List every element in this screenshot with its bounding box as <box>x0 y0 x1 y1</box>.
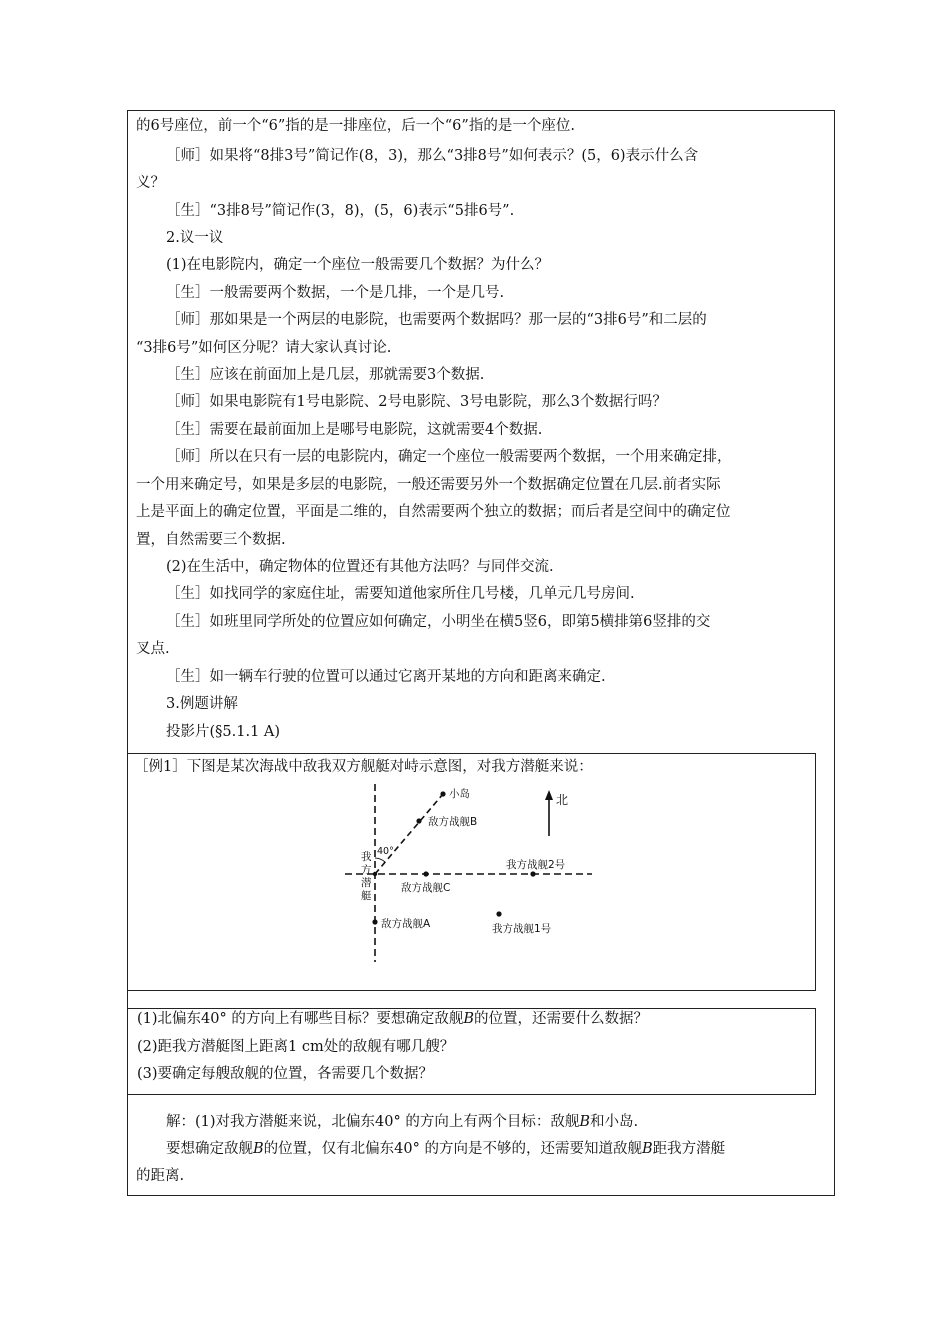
paragraph: “3排6号”如何区分呢？请大家认真讨论. <box>136 340 392 356</box>
enemy-b-label: 敌方战舰B <box>428 816 478 828</box>
angle-label: 40° <box>377 846 394 857</box>
submarine-point <box>373 872 377 876</box>
our-ship-1-label: 我方战舰1号 <box>492 923 552 935</box>
paragraph: ［生］需要在最前面加上是哪号电影院，这就需要4个数据. <box>166 422 543 438</box>
island-label: 小岛 <box>449 788 470 800</box>
bearing-line <box>375 794 443 874</box>
submarine-label-1: 我 <box>361 851 372 863</box>
section-heading: 3.例题讲解 <box>166 696 238 712</box>
paragraph: 叉点. <box>136 641 170 657</box>
paragraph: ［生］应该在前面加上是几层，那就需要3个数据. <box>166 367 485 383</box>
enemy-c-point <box>423 871 428 876</box>
enemy-a-label: 敌方战舰A <box>381 918 431 930</box>
paragraph: ［生］一般需要两个数据，一个是几排，一个是几号. <box>166 285 505 301</box>
solution-line-3: 的距离. <box>136 1168 185 1184</box>
paragraph: 的6号座位，前一个“6”指的是一排座位，后一个“6”指的是一个座位. <box>136 118 575 134</box>
our-ship-2-label: 我方战舰2号 <box>506 859 566 871</box>
enemy-a-point <box>372 919 377 924</box>
angle-arc <box>375 858 385 862</box>
paragraph: ［生］“3排8号”简记作(3，8)，(5，6)表示“5排6号”. <box>166 203 515 219</box>
submarine-label-2: 方 <box>361 864 372 876</box>
section-heading: 2.议一议 <box>166 230 224 246</box>
paragraph: ［生］如一辆车行驶的位置可以通过它离开某地的方向和距离来确定. <box>166 669 606 685</box>
question-1: (1)北偏东40° 的方向上有哪些目标？要想确定敌舰B的位置，还需要什么数据？ <box>137 1011 649 1027</box>
north-arrowhead <box>545 790 553 800</box>
paragraph: ［生］如找同学的家庭住址，需要知道他家所住几号楼，几单元几号房间. <box>166 586 635 602</box>
paragraph: ［师］如果将“8排3号”简记作(8，3)，那么“3排8号”如何表示？(5，6)表示什么含 <box>166 148 699 164</box>
submarine-label-3: 潜 <box>361 877 372 889</box>
paragraph: (2)在生活中，确定物体的位置还有其他方法吗？与同伴交流. <box>166 559 554 575</box>
solution-line-1: 解：(1)对我方潜艇来说，北偏东40° 的方向上有两个目标：敌舰B和小岛. <box>166 1114 639 1130</box>
submarine-label-4: 艇 <box>361 890 372 902</box>
enemy-c-label: 敌方战舰C <box>401 882 451 894</box>
example-title: ［例1］下图是某次海战中敌我双方舰艇对峙示意图，对我方潜艇来说： <box>134 759 593 775</box>
paragraph: ［生］如班里同学所处的位置应如何确定，小明坐在横5竖6，即第5横排第6竖排的交 <box>166 614 711 630</box>
paragraph: ［师］如果电影院有1号电影院、2号电影院、3号电影院，那么3个数据行吗？ <box>166 394 667 410</box>
paragraph: 义？ <box>136 175 165 191</box>
paragraph: 投影片(§5.1.1 A) <box>166 724 281 740</box>
north-label: 北 <box>556 793 569 807</box>
island-point <box>440 791 445 796</box>
enemy-b-point <box>416 818 421 823</box>
paragraph: 上是平面上的确定位置，平面是二维的，自然需要两个独立的数据；而后者是空间中的确定位 <box>136 504 731 520</box>
paragraph: 一个用来确定号，如果是多层的电影院，一般还需要另外一个数据确定位置在几层.前者实际 <box>136 477 721 493</box>
paragraph: ［师］那如果是一个两层的电影院，也需要两个数据吗？那一层的“3排6号”和二层的 <box>166 312 707 328</box>
paragraph: (1)在电影院内，确定一个座位一般需要几个数据？为什么？ <box>166 257 550 273</box>
question-2: (2)距我方潜艇图上距离1 cm处的敌舰有哪几艘？ <box>137 1039 455 1055</box>
our-ship-2-point <box>530 871 535 876</box>
paragraph: ［师］所以在只有一层的电影院内，确定一个座位一般需要两个数据，一个用来确定排， <box>166 449 732 465</box>
paragraph: 置，自然需要三个数据. <box>136 532 286 548</box>
solution-line-2: 要想确定敌舰B的位置，仅有北偏东40° 的方向是不够的，还需要知道敌舰B距我方潜艇 <box>166 1141 726 1157</box>
our-ship-1-point <box>496 911 501 916</box>
question-3: (3)要确定每艘敌舰的位置，各需要几个数据？ <box>137 1066 434 1082</box>
